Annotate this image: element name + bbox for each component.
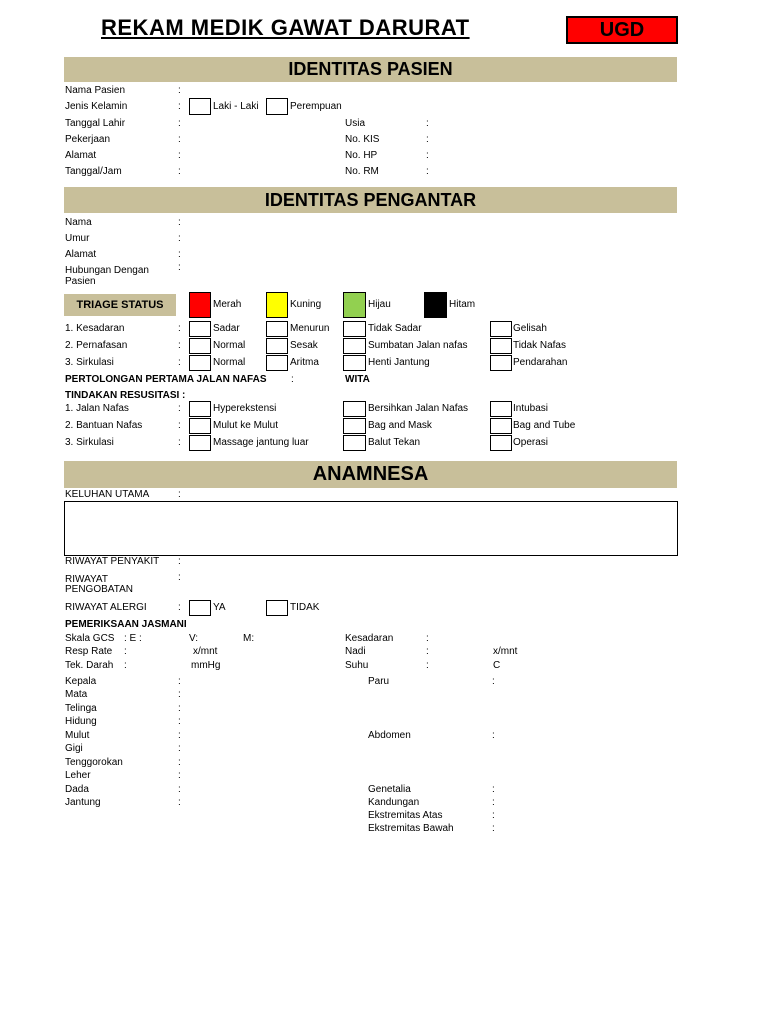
label-leher: Leher	[65, 770, 91, 781]
colon: :	[178, 784, 181, 795]
checkbox-operasi[interactable]	[490, 435, 512, 451]
colon: :	[178, 357, 181, 368]
label-hubungan: Hubungan Dengan	[65, 265, 149, 276]
colon: :	[426, 118, 429, 129]
checkbox-alergi-ya[interactable]	[189, 600, 211, 616]
colon: :	[178, 118, 181, 129]
colon: :	[178, 489, 181, 500]
colon: :	[178, 572, 181, 583]
label-skala-gcs: Skala GCS	[65, 633, 115, 644]
colon: :	[426, 150, 429, 161]
label-nama-pasien: Nama Pasien	[65, 85, 126, 96]
label-kandungan: Kandungan	[368, 797, 420, 808]
triage-merah-label: Merah	[213, 299, 242, 310]
label-alamat-pengantar: Alamat	[65, 249, 97, 260]
colon: :	[124, 660, 127, 671]
colon: :	[178, 85, 181, 96]
checkbox-laki-laki[interactable]	[189, 98, 211, 115]
colon: :	[178, 233, 181, 244]
checkbox-pendarahan[interactable]	[490, 355, 512, 371]
checkbox-sesak[interactable]	[266, 338, 288, 354]
colon: :	[124, 646, 127, 657]
label-jenis-kelamin: Jenis Kelamin	[65, 101, 128, 112]
section-identitas-pasien: IDENTITAS PASIEN	[64, 57, 677, 82]
keluhan-utama-textarea[interactable]	[64, 501, 678, 556]
label-ekstremitas-atas: Ekstremitas Atas	[368, 810, 443, 821]
label-kepala: Kepala	[65, 676, 97, 687]
unit-celsius: C	[493, 660, 501, 671]
checkbox-gelisah[interactable]	[490, 321, 512, 337]
label-gigi: Gigi	[65, 743, 83, 754]
section-anamnesa: ANAMNESA	[64, 461, 677, 488]
label-dada: Dada	[65, 784, 89, 795]
colon: :	[178, 403, 181, 414]
unit-nadi: x/mnt	[493, 646, 518, 657]
triage-hitam-label: Hitam	[449, 299, 476, 310]
label-mata: Mata	[65, 689, 88, 700]
option-menurun: Menurun	[290, 323, 330, 334]
option-henti-jantung: Henti Jantung	[368, 357, 430, 368]
colon: :	[178, 249, 181, 260]
triage-kuning-swatch[interactable]	[266, 292, 288, 318]
option-aritma: Aritma	[290, 357, 319, 368]
colon: :	[178, 770, 181, 781]
label-tenggorokan: Tenggorokan	[65, 757, 123, 768]
label-no-hp: No. HP	[345, 150, 378, 161]
label-riwayat-pengobatan-2: PENGOBATAN	[65, 584, 133, 595]
label-usia: Usia	[345, 118, 366, 129]
colon: :	[178, 703, 181, 714]
label-gcs-m: M:	[243, 633, 255, 644]
option-pendarahan: Pendarahan	[513, 357, 568, 368]
label-abdomen: Abdomen	[368, 730, 411, 741]
option-tidak-sadar: Tidak Sadar	[368, 323, 422, 334]
label-keluhan-utama: KELUHAN UTAMA	[65, 489, 150, 500]
checkbox-bersihkan-jalan-nafas[interactable]	[343, 401, 366, 417]
label-riwayat-penyakit: RIWAYAT PENYAKIT	[65, 556, 160, 567]
label-tanggal-lahir: Tanggal Lahir	[65, 118, 126, 129]
checkbox-bag-and-tube[interactable]	[490, 418, 512, 434]
option-sirkulasi-normal: Normal	[213, 357, 246, 368]
label-hubungan-2: Pasien	[65, 276, 96, 287]
colon: :	[492, 823, 495, 834]
checkbox-tidak-nafas[interactable]	[490, 338, 512, 354]
colon: :	[178, 134, 181, 145]
label-pernafasan: 2. Pernafasan	[65, 340, 128, 351]
colon: :	[178, 602, 181, 613]
checkbox-sadar[interactable]	[189, 321, 211, 337]
label-pertolongan-pertama: PERTOLONGAN PERTAMA JALAN NAFAS	[65, 374, 267, 385]
colon: :	[426, 633, 429, 644]
option-pernafasan-normal: Normal	[213, 340, 246, 351]
unit-mmhg: mmHg	[191, 660, 221, 671]
colon: :	[426, 166, 429, 177]
option-sesak: Sesak	[290, 340, 318, 351]
option-bersihkan-jalan-nafas: Bersihkan Jalan Nafas	[368, 403, 469, 414]
label-genetalia: Genetalia	[368, 784, 411, 795]
option-intubasi: Intubasi	[513, 403, 549, 414]
colon: :	[178, 262, 181, 273]
checkbox-alergi-tidak[interactable]	[266, 600, 288, 616]
option-mulut-ke-mulut: Mulut ke Mulut	[213, 420, 279, 431]
checkbox-pernafasan-normal[interactable]	[189, 338, 211, 354]
colon: :	[178, 420, 181, 431]
colon: :	[178, 323, 181, 334]
triage-status-label: TRIAGE STATUS	[64, 294, 176, 316]
triage-hijau-label: Hijau	[368, 299, 391, 310]
colon: :	[426, 660, 429, 671]
checkbox-massage-jantung[interactable]	[189, 435, 211, 451]
label-riwayat-pengobatan: RIWAYAT	[65, 574, 108, 585]
triage-merah-swatch[interactable]	[189, 292, 211, 318]
label-alamat: Alamat	[65, 150, 97, 161]
label-ekstremitas-bawah: Ekstremitas Bawah	[368, 823, 454, 834]
checkbox-hyperekstensi[interactable]	[189, 401, 211, 417]
pemeriksaan-heading: PEMERIKSAAN JASMANI	[65, 619, 187, 630]
option-laki-laki: Laki - Laki	[213, 101, 259, 112]
resusitasi-heading: TINDAKAN RESUSITASI :	[65, 390, 186, 401]
label-riwayat-alergi: RIWAYAT ALERGI	[65, 602, 147, 613]
colon: :	[178, 437, 181, 448]
triage-hijau-swatch[interactable]	[343, 292, 366, 318]
colon: :	[178, 730, 181, 741]
checkbox-tidak-sadar[interactable]	[343, 321, 366, 337]
colon: :	[291, 374, 294, 385]
colon: :	[492, 784, 495, 795]
label-bantuan-nafas: 2. Bantuan Nafas	[65, 420, 143, 431]
colon: :	[178, 150, 181, 161]
label-tanggal-jam: Tanggal/Jam	[65, 166, 122, 177]
colon: :	[426, 646, 429, 657]
label-gcs-e: : E :	[124, 633, 142, 644]
label-sirkulasi-resusitasi: 3. Sirkulasi	[65, 437, 114, 448]
option-balut-tekan: Balut Tekan	[368, 437, 421, 448]
checkbox-bag-and-mask[interactable]	[343, 418, 366, 434]
checkbox-perempuan[interactable]	[266, 98, 288, 115]
option-operasi: Operasi	[513, 437, 549, 448]
label-no-rm: No. RM	[345, 166, 379, 177]
checkbox-mulut-ke-mulut[interactable]	[189, 418, 211, 434]
label-jalan-nafas: 1. Jalan Nafas	[65, 403, 129, 414]
section-identitas-pengantar: IDENTITAS PENGANTAR	[64, 187, 677, 213]
colon: :	[178, 676, 181, 687]
label-sirkulasi: 3. Sirkulasi	[65, 357, 114, 368]
label-nadi: Nadi	[345, 646, 366, 657]
colon: :	[178, 689, 181, 700]
option-perempuan: Perempuan	[290, 101, 342, 112]
label-suhu: Suhu	[345, 660, 369, 671]
checkbox-intubasi[interactable]	[490, 401, 512, 417]
label-hidung: Hidung	[65, 716, 97, 727]
unit-resp-rate: x/mnt	[193, 646, 218, 657]
colon: :	[178, 556, 181, 567]
checkbox-balut-tekan[interactable]	[343, 435, 366, 451]
option-alergi-tidak: TIDAK	[290, 602, 320, 613]
label-kesadaran-pj: Kesadaran	[345, 633, 394, 644]
option-gelisah: Gelisah	[513, 323, 547, 334]
checkbox-sirkulasi-normal[interactable]	[189, 355, 211, 371]
option-sadar: Sadar	[213, 323, 240, 334]
option-alergi-ya: YA	[213, 602, 226, 613]
triage-kuning-label: Kuning	[290, 299, 322, 310]
label-resp-rate: Resp Rate	[65, 646, 113, 657]
colon: :	[178, 743, 181, 754]
colon: :	[178, 166, 181, 177]
label-telinga: Telinga	[65, 703, 97, 714]
colon: :	[178, 217, 181, 228]
checkbox-henti-jantung[interactable]	[343, 355, 366, 371]
checkbox-aritma[interactable]	[266, 355, 288, 371]
option-bag-and-mask: Bag and Mask	[368, 420, 432, 431]
option-hyperekstensi: Hyperekstensi	[213, 403, 277, 414]
option-sumbatan: Sumbatan Jalan nafas	[368, 340, 468, 351]
colon: :	[178, 757, 181, 768]
label-paru: Paru	[368, 676, 390, 687]
colon: :	[492, 797, 495, 808]
label-jantung: Jantung	[65, 797, 101, 808]
colon: :	[492, 810, 495, 821]
label-gcs-v: V:	[189, 633, 199, 644]
label-tek-darah: Tek. Darah	[65, 660, 114, 671]
ugd-badge: UGD	[566, 16, 678, 44]
colon: :	[178, 101, 181, 112]
colon: :	[492, 730, 495, 741]
colon: :	[178, 797, 181, 808]
label-wita: WITA	[345, 374, 370, 385]
label-mulut: Mulut	[65, 730, 90, 741]
option-tidak-nafas: Tidak Nafas	[513, 340, 566, 351]
colon: :	[492, 676, 495, 687]
checkbox-menurun[interactable]	[266, 321, 288, 337]
label-pekerjaan: Pekerjaan	[65, 134, 111, 145]
page-title: REKAM MEDIK GAWAT DARURAT	[101, 15, 470, 40]
colon: :	[178, 340, 181, 351]
colon: :	[178, 716, 181, 727]
label-nama-pengantar: Nama	[65, 217, 92, 228]
label-umur: Umur	[65, 233, 90, 244]
label-no-kis: No. KIS	[345, 134, 380, 145]
option-massage-jantung: Massage jantung luar	[213, 437, 309, 448]
option-bag-and-tube: Bag and Tube	[513, 420, 576, 431]
checkbox-sumbatan[interactable]	[343, 338, 366, 354]
colon: :	[426, 134, 429, 145]
label-kesadaran: 1. Kesadaran	[65, 323, 125, 334]
triage-hitam-swatch[interactable]	[424, 292, 447, 318]
